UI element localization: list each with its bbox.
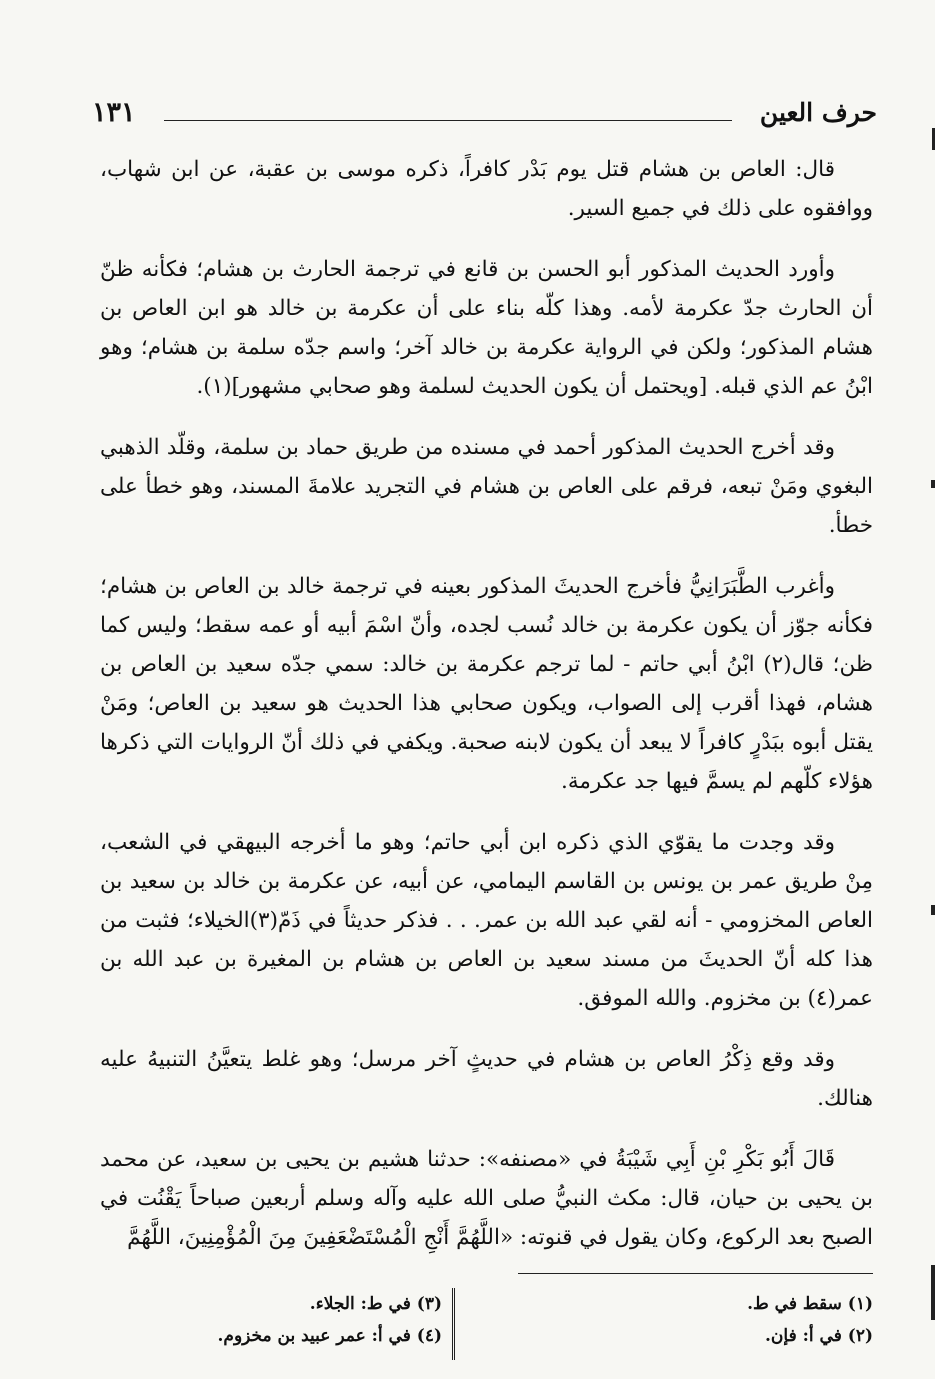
paragraph-5: وقد وجدت ما يقوّي الذي ذكره ابن أبي حاتم؛ وهو ما أخرجه البيهقي في الشعب، مِنْ طريق عمر بن يونس بن القاسم اليمامي، عن أبيه، عن عكرمة بن خالد بن سعيد بن العاص المخزومي - أنه لقي عبد الله بن عمر. . . فذكر حديثاً في ذَمّ(٣)الخيلاء؛ فثبت من هذا كله أنّ الحديثَ من مسند سعيد بن العاص بن هشام بن المغيرة بن عبد الله بن عمر(٤) بن مخزوم. والله الموفق. [100, 830, 873, 1011]
scan-edge-mark-bottom [931, 1265, 935, 1320]
footnote-column-right [543, 1288, 873, 1352]
footnote-rule [518, 1273, 873, 1274]
paragraph-7: قَالَ أَبُو بَكْرِ بْنِ أَبِي شَيْبَةُ في «مصنفه»: حدثنا هشيم بن يحيى بن سعيد، عن محمد بن يحيى بن حيان، قال: مكث النبيُّ صلى الله عليه وآله وسلم أربعين صباحاً يَقْنُت في الصبح بعد الركوع، وكان يقول في قنوته: «اللَّهُمَّ أَنْجِ الْمُسْتَضْعَفِينَ مِنَ الْمُؤْمِنِينَ، اللَّهُمَّ [100, 1147, 873, 1250]
scan-edge-mark-middle [931, 480, 935, 488]
footnotes [120, 1288, 873, 1368]
paragraph-6: وقد وقع ذِكْرُ العاص بن هشام في حديثٍ آخر مرسل؛ وهو غلط يتعيَّنُ التنبيهُ عليه هنالك. [100, 1047, 873, 1111]
chapter-title: حرف العين [759, 97, 877, 127]
footnote-3: (٣) في ط: الجلاء. [309, 1294, 442, 1314]
footnote-4: (٤) في أ: عمر عبيد بن مخزوم. [217, 1326, 442, 1346]
footnote-1: (١) سقط في ط. [747, 1294, 873, 1314]
scan-edge-mark-lower [931, 905, 935, 915]
page-header [92, 92, 877, 132]
paragraph-2: وأورد الحديث المذكور أبو الحسن بن قانع في ترجمة الحارث بن هشام؛ فكأنه ظنّ أن الحارث جدّ عكرمة لأمه. وهذا كلّه بناء على أن عكرمة بن خالد هو ابن العاص بن هشام المذكور؛ ولكن في الرواية عكرمة بن خالد آخر؛ واسم جدّه سلمة بن هشام؛ وهو ابْنُ عم الذي قبله. [ويحتمل أن يكون الحديث لسلمة وهو صحابي مشهور](١). [100, 257, 873, 399]
footnote-column-left [112, 1288, 455, 1360]
header-rule [164, 120, 732, 121]
page-number: ١٣١ [92, 96, 136, 128]
footnote-2: (٢) في أ: فإن. [765, 1326, 873, 1346]
paragraph-1: قال: العاص بن هشام قتل يوم بَدْر كافراً، ذكره موسى بن عقبة، عن ابن شهاب، ووافقوه على ذلك في جميع السير. [100, 157, 873, 221]
paragraph-4: وأغرب الطَّبَرَانِيُّ فأخرج الحديثَ المذكور بعينه في ترجمة خالد بن العاص بن هشام؛ فكأنه جوّز أن يكون عكرمة بن خالد نُسب لجده، وأنّ اسْمَ أبيه أو عمه سقط؛ وليس كما ظن؛ قال(٢) ابْنُ أبي حاتم - لما ترجم عكرمة بن خالد: سمي جدّه سعيد بن العاص بن هشام، فهذا أقرب إلى الصواب، ويكون صحابي هذا الحديث هو سعيد بن العاص؛ ومَنْ يقتل أبوه ببَدْرٍ كافراً لا يبعد أن يكون لابنه صحبة. ويكفي في ذلك أنّ الروايات التي ذكرها هؤلاء كلّهم لم يسمَّ فيها جد عكرمة. [100, 574, 873, 794]
paragraph-3: وقد أخرج الحديث المذكور أحمد في مسنده من طريق حماد بن سلمة، وقلّد الذهبي البغوي ومَنْ تبعه، فرقم على العاص بن هشام في التجريد علامةَ المسند، وهو خطأ على خطأ. [100, 435, 873, 538]
main-text [100, 150, 873, 1277]
